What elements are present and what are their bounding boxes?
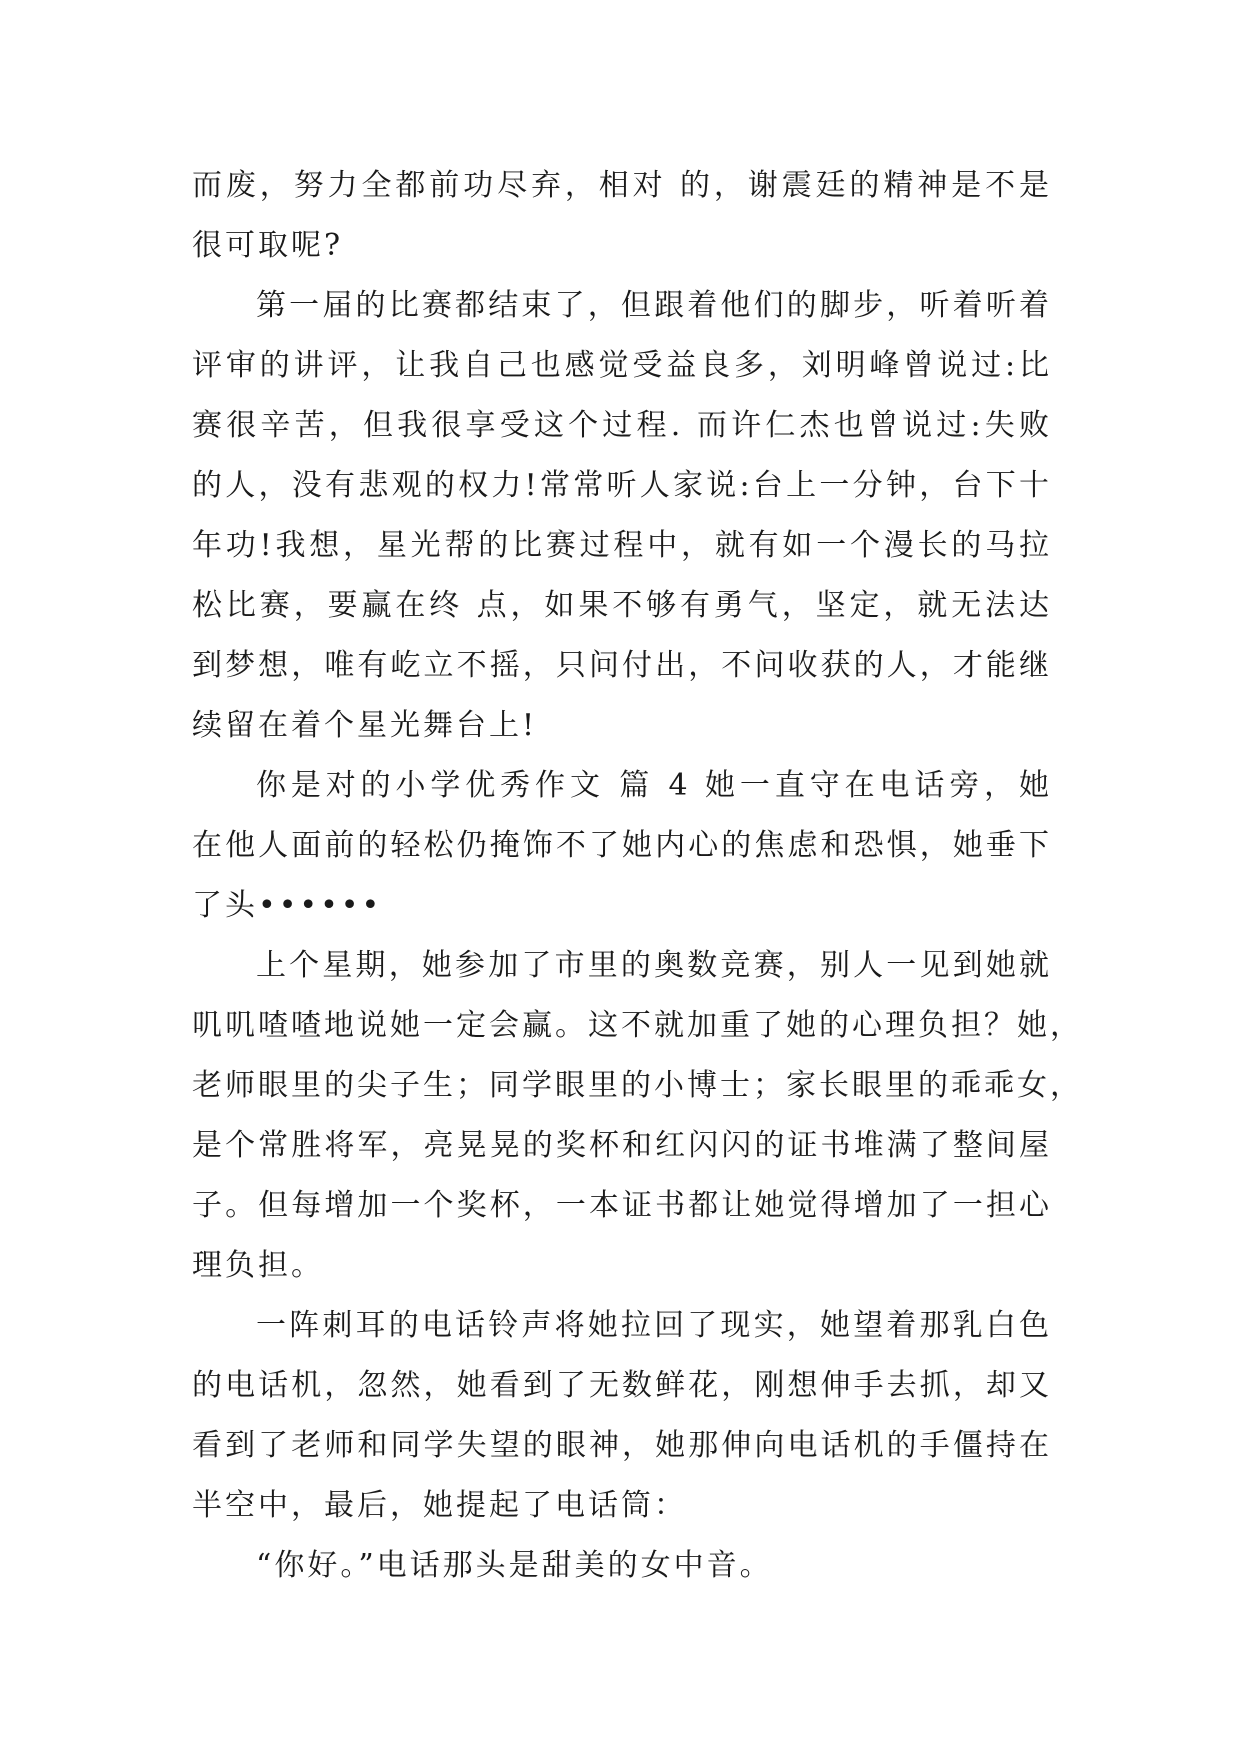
text-line: 你是对的小学优秀作文 篇 4 她一直守在电话旁，她	[256, 768, 1052, 803]
text-line: 的电话机，忽然，她看到了无数鲜花，刚想伸手去抓，却又	[192, 1368, 1052, 1403]
text-line: 而废，努力全都前功尽弃，相对 的，谢震廷的精神是不是	[192, 168, 1052, 203]
text-line: 在他人面前的轻松仍掩饰不了她内心的焦虑和恐惧，她垂下	[192, 828, 1052, 863]
text-line: 续留在着个星光舞台上!	[192, 708, 538, 743]
text-line: 子。但每增加一个奖杯，一本证书都让她觉得增加了一担心	[192, 1188, 1052, 1223]
text-line: 的人，没有悲观的权力!常常听人家说:台上一分钟，台下十	[192, 468, 1052, 503]
text-line: “你好。”电话那头是甜美的女中音。	[256, 1548, 773, 1583]
text-line: 老师眼里的尖子生；同学眼里的小博士；家长眼里的乖乖女，	[192, 1068, 1083, 1103]
text-line: 半空中，最后，她提起了电话筒：	[192, 1488, 687, 1523]
text-line: 赛很辛苦，但我很享受这个过程. 而许仁杰也曾说过:失败	[192, 408, 1052, 443]
text-line: 叽叽喳喳地说她一定会赢。这不就加重了她的心理负担？她，	[192, 1008, 1083, 1043]
text-line: 看到了老师和同学失望的眼神，她那伸向电话机的手僵持在	[192, 1428, 1052, 1463]
text-line: 上个星期，她参加了市里的奥数竞赛，别人一见到她就	[256, 948, 1052, 983]
document-body	[192, 160, 1083, 1600]
text-line: 理负担。	[192, 1248, 324, 1283]
text-line: 了头••••••	[192, 888, 383, 923]
text-line: 到梦想，唯有屹立不摇，只问付出，不问收获的人，才能继	[192, 648, 1052, 683]
text-line: 松比赛，要赢在终 点，如果不够有勇气，坚定，就无法达	[192, 588, 1052, 623]
text-line: 年功!我想，星光帮的比赛过程中，就有如一个漫长的马拉	[192, 528, 1052, 563]
text-line: 第一届的比赛都结束了，但跟着他们的脚步，听着听着	[256, 288, 1052, 323]
text-line: 很可取呢?	[192, 228, 344, 263]
text-line: 评审的讲评，让我自己也感觉受益良多，刘明峰曾说过:比	[192, 348, 1052, 383]
text-line: 是个常胜将军，亮晃晃的奖杯和红闪闪的证书堆满了整间屋	[192, 1128, 1052, 1163]
text-line: 一阵刺耳的电话铃声将她拉回了现实，她望着那乳白色	[256, 1308, 1052, 1343]
